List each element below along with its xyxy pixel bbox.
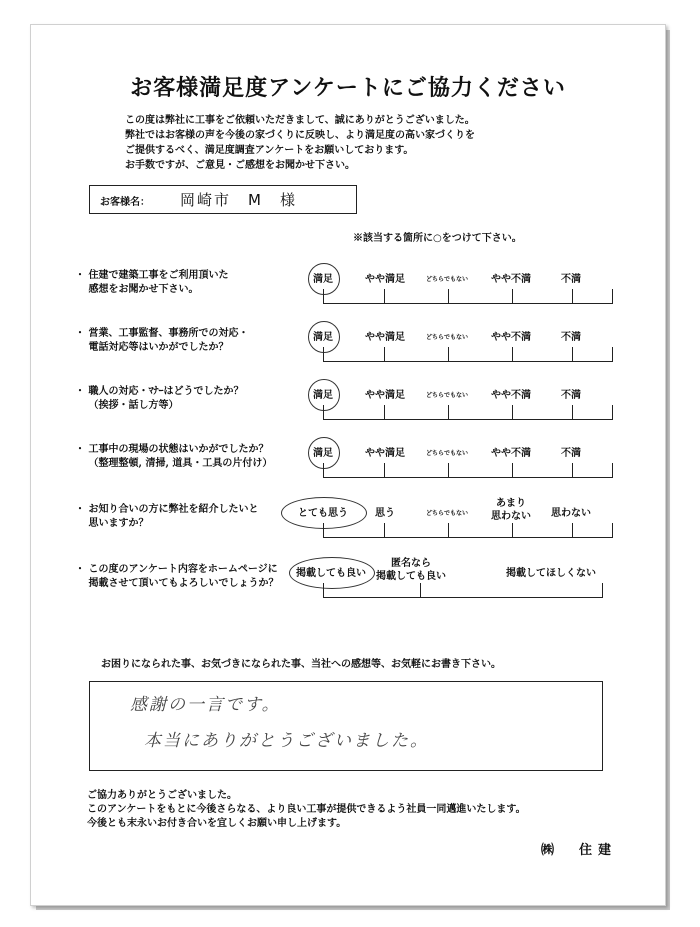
scale-tick	[572, 289, 573, 303]
instruction-note: ※該当する箇所に○をつけて下さい。	[353, 233, 522, 244]
question-text	[75, 385, 315, 413]
option-label[interactable]: やや満足	[365, 448, 405, 459]
question-line: ・ 工事中の現場の状態はいかがでしたか？	[75, 444, 269, 455]
option-label[interactable]: 満足	[313, 332, 333, 343]
question-line: 電話対応等はいかがでしたか？	[75, 342, 229, 353]
scale-tick	[448, 405, 449, 419]
option-label[interactable]: 不満	[561, 390, 581, 401]
scale-tick	[448, 463, 449, 477]
scale-tick	[512, 523, 513, 537]
customer-name-value: 岡崎市 M 様	[180, 191, 297, 209]
comment-box	[89, 681, 603, 771]
option-label[interactable]: やや満足	[365, 274, 405, 285]
question-text	[75, 269, 315, 297]
rating-scale-line	[323, 405, 613, 420]
intro-line: 弊社ではお客様の声を今後の家づくりに反映し、より満足度の高い家づくりを	[125, 130, 475, 141]
intro-line: この度は弊社に工事をご依頼いただきまして、誠にありがとうございました。	[125, 115, 475, 126]
question-line: ・ この度のアンケート内容をホームページに	[75, 564, 278, 575]
option-label[interactable]: どちらでもない	[426, 450, 468, 457]
option-label[interactable]: 思う	[375, 508, 395, 519]
question-text	[75, 503, 315, 531]
comment-line: 感謝の一言です。	[130, 695, 281, 715]
question-line: ・ 住建で建築工事をご利用頂いた	[75, 270, 229, 281]
question-line: 思いますか？	[75, 518, 149, 529]
option-label[interactable]: 満足	[313, 448, 333, 459]
question-line: 掲載させて頂いてもよろしいでしょうか？	[75, 578, 279, 589]
scale-tick	[572, 523, 573, 537]
option-label[interactable]: 不満	[561, 332, 581, 343]
option-label[interactable]: とても思う	[298, 508, 348, 519]
scale-tick	[572, 405, 573, 419]
option-label[interactable]: 満足	[313, 274, 333, 285]
question-line: ・ 職人の対応・ﾏﾅｰはどうでしたか？	[75, 386, 244, 397]
intro-line: お手数ですが、ご意見・ご感想をお聞かせ下さい。	[125, 160, 355, 171]
option-label[interactable]: やや満足	[365, 390, 405, 401]
scale-tick	[384, 289, 385, 303]
option-label[interactable]: 掲載してほしくない	[506, 568, 596, 579]
option-label[interactable]: あまり 思わない	[491, 498, 531, 522]
survey-sheet	[30, 24, 666, 906]
scale-tick	[512, 289, 513, 303]
option-label[interactable]: 満足	[313, 390, 333, 401]
scale-tick	[448, 289, 449, 303]
scale-tick	[448, 347, 449, 361]
scale-tick	[512, 405, 513, 419]
closing-text	[87, 789, 526, 831]
option-label[interactable]: どちらでもない	[426, 510, 468, 517]
scale-tick	[572, 347, 573, 361]
scale-tick	[384, 405, 385, 419]
intro-text	[125, 113, 585, 173]
customer-name-box	[89, 185, 357, 214]
scale-tick	[512, 347, 513, 361]
scale-tick	[572, 463, 573, 477]
page-title: お客様満足度アンケートにご協力ください	[130, 75, 566, 101]
company-name: ㈱ 住建	[541, 843, 618, 858]
question-text	[75, 563, 315, 591]
question-line: （挨拶・話し方等）	[75, 400, 179, 411]
scale-tick	[384, 347, 385, 361]
option-label[interactable]: やや不満	[491, 274, 531, 285]
question-line: ・ お知り合いの方に弊社を紹介したいと	[75, 504, 259, 515]
option-label[interactable]: どちらでもない	[426, 392, 468, 399]
question-line: （整理整頓, 清掃, 道具・工具の片付け）	[75, 458, 273, 469]
option-label[interactable]: 思わない	[551, 508, 591, 519]
rating-scale-line	[323, 289, 613, 304]
scale-tick	[420, 583, 421, 597]
option-label[interactable]: やや不満	[491, 332, 531, 343]
option-label[interactable]: 匿名なら 掲載しても良い	[376, 558, 446, 582]
closing-line: このアンケートをもとに今後さらなる、より良い工事が提供できるよう社員一同邁進いたします。	[87, 804, 526, 815]
option-label[interactable]: 不満	[561, 448, 581, 459]
option-label[interactable]: やや不満	[491, 390, 531, 401]
rating-scale-line	[323, 583, 603, 598]
option-label[interactable]: 掲載しても良い	[296, 568, 366, 579]
question-line: 感想をお聞かせ下さい。	[75, 284, 199, 295]
question-text	[75, 443, 315, 471]
intro-line: ご提供するべく、満足度調査アンケートをお願いしております。	[125, 145, 414, 156]
scale-tick	[384, 523, 385, 537]
closing-line: 今後とも末永いお付き合いを宜しくお願い申し上げます。	[87, 818, 347, 829]
comment-line: 本当にありがとうございました。	[144, 731, 429, 751]
rating-scale-line	[323, 347, 613, 362]
option-label[interactable]: 不満	[561, 274, 581, 285]
customer-name-label: お客様名：	[100, 197, 150, 208]
question-text	[75, 327, 315, 355]
scale-tick	[512, 463, 513, 477]
rating-scale-line	[323, 523, 613, 538]
scale-tick	[448, 523, 449, 537]
comment-prompt: お困りになられた事、お気づきになられた事、当社への感想等、お気軽にお書き下さい。	[101, 659, 501, 670]
option-label[interactable]: どちらでもない	[426, 276, 468, 283]
closing-line: ご協力ありがとうございました。	[87, 790, 237, 801]
rating-scale-line	[323, 463, 613, 478]
option-label[interactable]: やや満足	[365, 332, 405, 343]
question-line: ・ 営業、工事監督、事務所での対応・	[75, 328, 249, 339]
scale-tick	[384, 463, 385, 477]
option-label[interactable]: どちらでもない	[426, 334, 468, 341]
option-label[interactable]: やや不満	[491, 448, 531, 459]
